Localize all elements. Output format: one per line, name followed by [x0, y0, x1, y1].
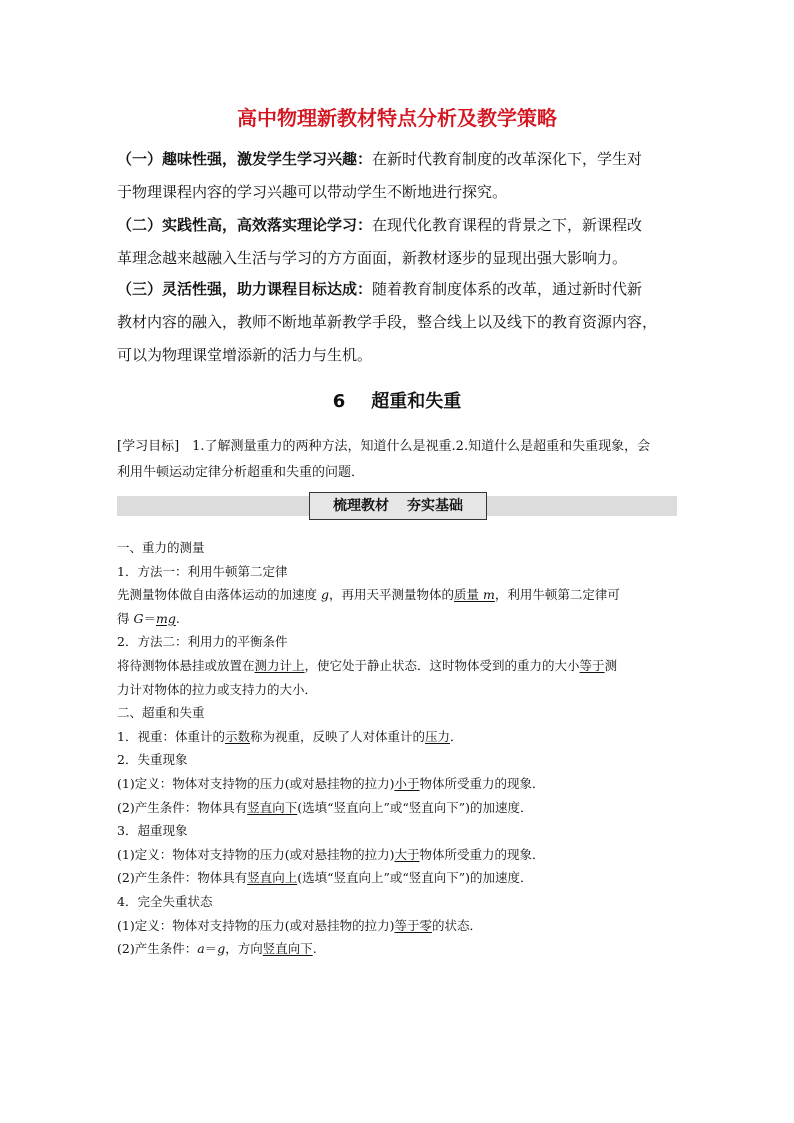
content-text: 1．方法一：利用牛顿第二定律	[117, 563, 288, 579]
content-text: 1．视重：体重计的	[117, 728, 225, 744]
banner-part-2: 夯实基础	[407, 498, 463, 514]
content-line	[117, 772, 683, 796]
answer-blank-text: 竖直向下	[262, 941, 313, 957]
content-text: 2．方法二：利用力的平衡条件	[117, 634, 288, 650]
content-line	[117, 678, 683, 702]
section-heading	[0, 388, 794, 416]
content-text: ，利用牛顿第二定律可	[494, 587, 620, 603]
content-text: 的状态．	[431, 917, 482, 933]
intro-text-1-line-2: 于物理课程内容的学习兴趣可以带动学生不断地进行探究。	[117, 183, 508, 201]
content-text: (2)产生条件：物体具有	[117, 870, 248, 886]
content-body	[117, 536, 683, 961]
content-text: a	[197, 941, 205, 957]
content-text: (1)定义：物体对支持物的压力(或对悬挂物的拉力)	[117, 775, 395, 791]
content-text: (1)定义：物体对支持物的压力(或对悬挂物的拉力)	[117, 917, 395, 933]
content-text: (1)定义：物体对支持物的压力(或对悬挂物的拉力)	[117, 846, 395, 862]
answer-blank-text: 等于	[579, 657, 605, 673]
content-line	[117, 654, 683, 678]
answer-blank-text: 压力	[425, 728, 451, 744]
learning-goals-line-1: [学习目标] 1.了解测量重力的两种方法，知道什么是视重.2.知道什么是超重和失重现象，会	[117, 439, 651, 454]
content-line	[117, 583, 683, 607]
content-text: g	[320, 587, 329, 603]
intro-paragraph-1	[117, 143, 683, 209]
content-text: (2)产生条件：	[117, 941, 198, 957]
content-line	[117, 843, 683, 867]
content-line	[117, 701, 683, 725]
content-line	[117, 796, 683, 820]
content-text: 3．超重现象	[117, 823, 188, 839]
content-text: ＝	[204, 941, 218, 957]
answer-blank-text: 小于	[394, 775, 420, 791]
content-text: ．	[450, 728, 463, 744]
content-text: 二、超重和失重	[117, 705, 205, 721]
document-title: 高中物理新教材特点分析及教学策略	[237, 106, 557, 130]
content-text: (选填“竖直向上”或“竖直向下”)的加速度．	[297, 799, 533, 815]
content-text: 先测量物体做自由落体运动的加速度	[117, 587, 321, 603]
intro-text-3-line-3: 可以为物理课堂增添新的活力与生机。	[117, 346, 373, 364]
intro-label-1: （一）趣味性强，激发学生学习兴趣：	[117, 150, 373, 168]
intro-label-3: （三）灵活性强，助力课程目标达成：	[117, 280, 373, 298]
content-text: ，方向	[225, 941, 263, 957]
content-text: (选填“竖直向上”或“竖直向下”)的加速度．	[297, 870, 533, 886]
content-text: 将待测物体悬挂或放置在	[117, 657, 255, 673]
intro-text-3-line-1: 随着教育制度体系的改革，通过新时代新	[372, 280, 643, 298]
content-text: 测	[604, 657, 618, 673]
content-text: .	[175, 610, 180, 626]
content-text: 力计对物体的拉力或支持力的大小．	[117, 681, 318, 697]
content-line	[117, 819, 683, 843]
answer-blank-text: 等于零	[394, 917, 432, 933]
intro-text-3-line-2: 教材内容的融入，教师不断地革新教学手段，整合线上以及线下的教育资源内容，	[117, 313, 658, 331]
content-text: 一、重力的测量	[117, 540, 205, 555]
content-line	[117, 725, 683, 749]
content-text: 2．失重现象	[117, 752, 188, 768]
content-text: 物体所受重力的现象．	[419, 775, 545, 791]
content-line	[117, 914, 683, 938]
content-text: 得	[117, 610, 134, 626]
intro-text-2-line-2: 革理念越来越融入生活与学习的方方面面，新教材逐步的显现出强大影响力。	[117, 249, 628, 267]
content-text: 物体所受重力的现象．	[419, 846, 545, 862]
content-line	[117, 890, 683, 914]
intro-label-2: （二）实践性高，高效落实理论学习：	[117, 216, 373, 234]
answer-blank-text: 大于	[394, 846, 420, 862]
answer-blank-text: 示数	[224, 728, 250, 744]
content-line	[117, 607, 683, 631]
content-line	[117, 630, 683, 654]
answer-blank-text: 竖直向上	[247, 870, 298, 886]
intro-text-2-line-1: 在现代化教育课程的背景之下，新课程改	[372, 216, 643, 234]
banner-part-1: 梳理教材	[333, 498, 389, 514]
content-line	[117, 560, 683, 584]
content-text: g	[217, 941, 226, 957]
answer-blank-text: 竖直向下	[247, 799, 298, 815]
content-text: (2)产生条件：物体具有	[117, 799, 248, 815]
intro-paragraph-3	[117, 273, 683, 372]
content-text: .	[312, 941, 317, 957]
answer-blank-text: 质量	[454, 587, 483, 603]
answer-blank-text: m	[483, 587, 495, 603]
content-line	[117, 937, 683, 961]
intro-paragraph-2	[117, 209, 683, 275]
content-text: ＝	[143, 610, 156, 626]
content-line	[117, 748, 683, 772]
learning-goals-line-2: 利用牛顿运动定律分析超重和失重的问题．	[117, 465, 365, 480]
content-text: ，再用天平测量物体的	[329, 587, 455, 603]
section-title: 超重和失重	[371, 391, 462, 412]
content-line	[117, 866, 683, 890]
content-text: 4．完全失重状态	[117, 893, 213, 909]
answer-blank-text: 测力计上	[254, 657, 305, 673]
section-banner-label	[309, 492, 487, 520]
learning-goals	[117, 434, 683, 486]
content-text: ，使它处于静止状态．这时物体受到的重力的大小	[304, 657, 580, 673]
content-text: G	[133, 610, 144, 626]
content-line	[117, 536, 683, 560]
intro-text-1-line-1: 在新时代教育制度的改革深化下，学生对	[372, 150, 643, 168]
section-number: 6	[332, 391, 346, 412]
content-text: 称为视重，反映了人对体重计的	[249, 728, 425, 744]
answer-blank-text: mg	[156, 610, 176, 626]
